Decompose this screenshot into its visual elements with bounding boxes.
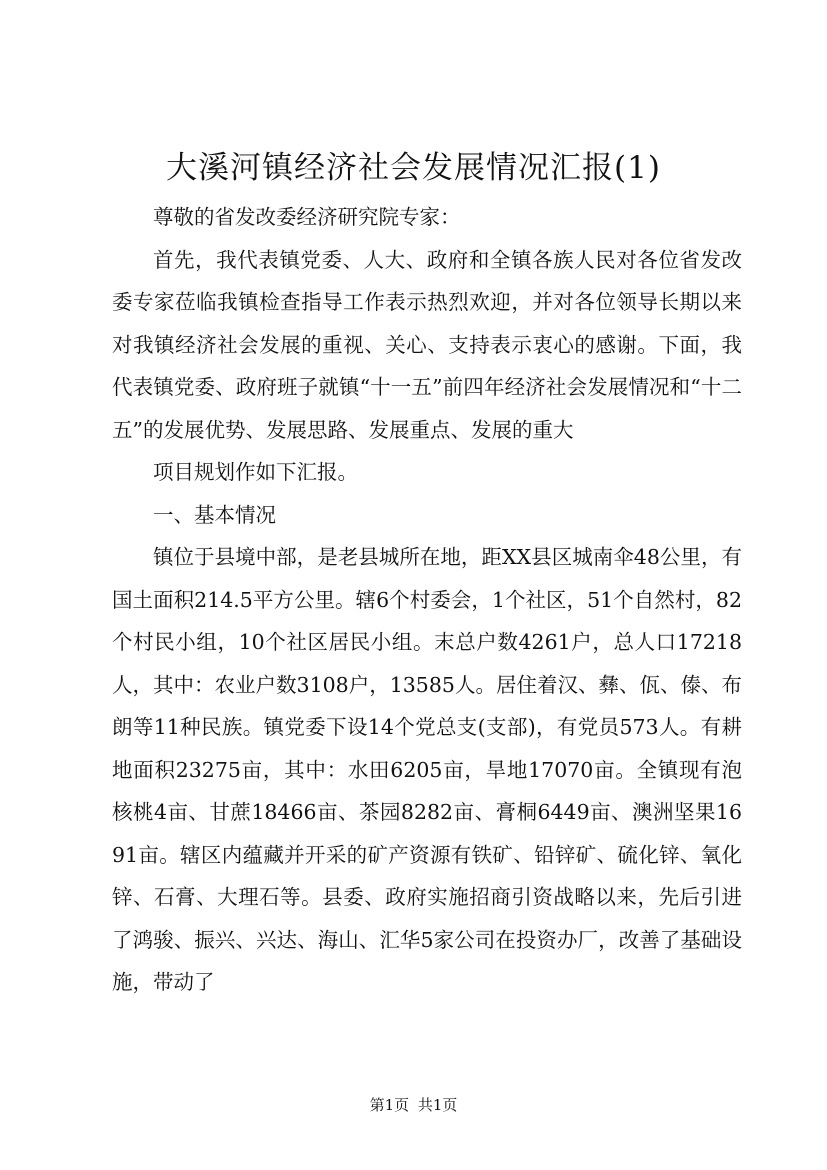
section-heading-basic-info: 一、基本情况 — [153, 502, 276, 527]
page-number: 第1页 — [369, 1096, 410, 1114]
page-total: 共1页 — [417, 1096, 458, 1114]
paragraph-intro: 首先，我代表镇党委、人大、政府和全镇各族人民对各位省发改委专家莅临我镇检查指导工作表示热烈欢迎，并对各位领导长期以来对我镇经济社会发展的重视、关心、支持表示衷心的感谢。下面，我代表镇党委、政府班子就镇“十一五”前四年经济社会发展情况和“十二五”的发展优势、发展思路、发展重点、发展的重大 — [112, 247, 742, 442]
paragraph-basic-info: 镇位于县境中部，是老县城所在地，距XX县区城南伞48公里，有国土面积214.5平方公里。辖6个村委会，1个社区，51个自然村，82个村民小组，10个社区居民小组。末总户数4261户，总人口17218人，其中：农业户数3108户，13585人。居住着汉、彝、佤、傣、布朗等11种民族。镇党委下设14个党总支(支部)，有党员573人。有耕地面积23275亩，其中：水田6205亩，旱地17070亩。全镇现有泡核桃4亩、甘蔗18466亩、茶园8282亩、膏桐6449亩、澳洲坚果1691亩。辖区内蕴藏并开采的矿产资源有铁矿、铅锌矿、硫化锌、氧化锌、石膏、大理石等。县委、政府实施招商引资战略以来，先后引进了鸿骏、振兴、兴达、海山、汇华5家公司在投资办厂，改善了基础设施，带动了 — [112, 545, 742, 994]
paragraph-report-intro: 项目规划作如下汇报。 — [153, 460, 358, 484]
paragraph-salutation: 尊敬的省发改委经济研究院专家： — [153, 205, 461, 229]
document-body — [112, 196, 742, 1004]
document-title: 大溪河镇经济社会发展情况汇报(1) — [166, 150, 661, 186]
page-footer — [0, 1095, 827, 1115]
